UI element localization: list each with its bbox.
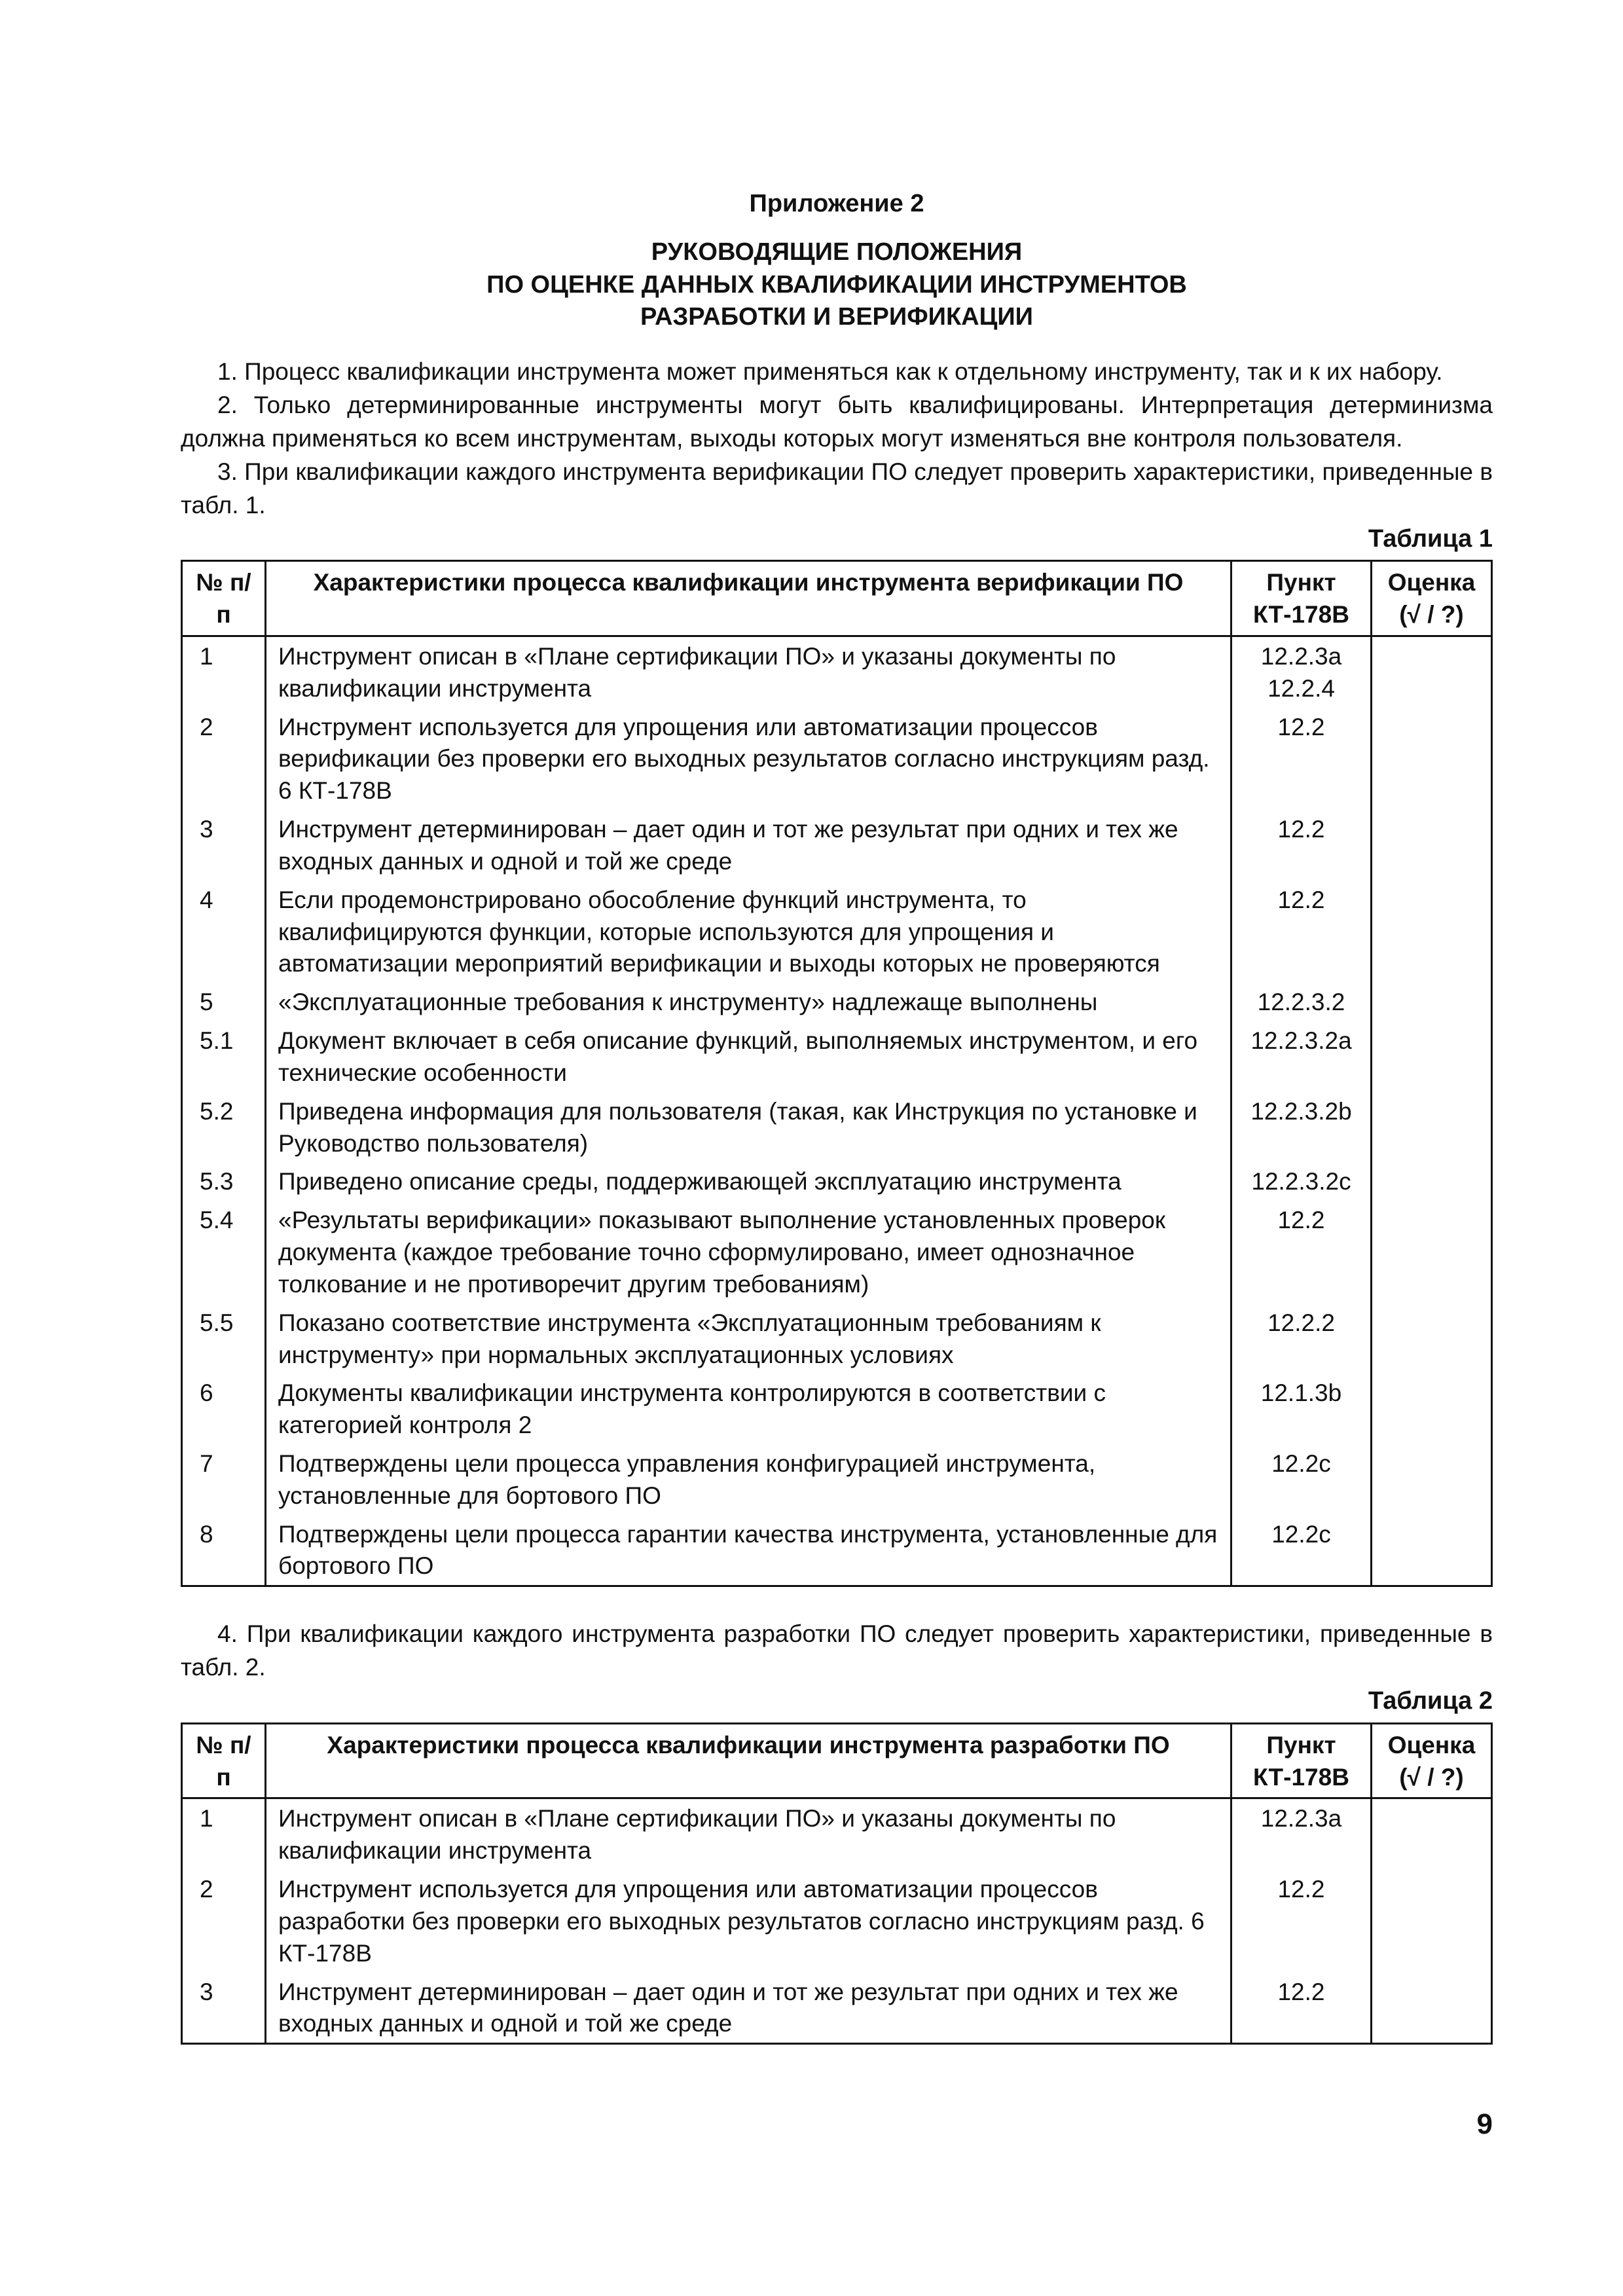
row-number: 3	[182, 1973, 266, 2044]
row-number: 1	[182, 636, 266, 707]
section-heading	[181, 236, 1493, 333]
page-number: 9	[1476, 2108, 1493, 2140]
table-row	[182, 708, 1492, 810]
row-number: 5.1	[182, 1021, 266, 1092]
row-clause: 12.2.3a 12.2.4	[1231, 636, 1372, 707]
row-characteristic: Документ включает в себя описание функций, выполняемых инструментом, и его технические особенности	[266, 1021, 1231, 1092]
row-assessment-cell	[1372, 1374, 1492, 1444]
row-clause: 12.2	[1231, 1870, 1372, 1972]
paragraph-2: 2. Только детерминированные инструменты могут быть квалифицированы. Интерпретация детерминизма должна применяться ко всем инструментам, выходы которых могут изменяться вне контроля пользователя.	[181, 391, 1493, 452]
table-row	[182, 1303, 1492, 1374]
row-assessment-cell	[1372, 1092, 1492, 1163]
appendix-title: Приложение 2	[749, 190, 924, 217]
table-row	[182, 1201, 1492, 1303]
row-characteristic: Если продемонстрировано обособление функций инструмента, то квалифицируются функции, которые используются для упрощения и автоматизации мероприятий верификации и выходы которых не проверяются	[266, 881, 1231, 983]
row-assessment-cell	[1372, 636, 1492, 707]
table-row	[182, 1515, 1492, 1586]
row-number: 5.3	[182, 1162, 266, 1201]
table-row	[182, 1444, 1492, 1515]
row-characteristic: Приведено описание среды, поддерживающей эксплуатацию инструмента	[266, 1162, 1231, 1201]
row-characteristic: Подтверждены цели процесса управления конфигурацией инструмента, установленные для бортового ПО	[266, 1444, 1231, 1515]
row-clause: 12.2c	[1231, 1444, 1372, 1515]
document-page	[181, 187, 1493, 2045]
paragraph-1: 1. Процесс квалификации инструмента может применяться как к отдельному инструменту, так и к их набору.	[217, 357, 1443, 385]
row-characteristic: Инструмент используется для упрощения или автоматизации процессов верификации без проверки его выходных результатов согласно инструкциям разд. 6 КТ-178В	[266, 708, 1231, 810]
row-number: 4	[182, 881, 266, 983]
row-characteristic: Инструмент описан в «Плане сертификации ПО» и указаны документы по квалификации инструмента	[266, 1798, 1231, 1870]
paragraph-4: 4. При квалификации каждого инструмента разработки ПО следует проверить характеристики, приведенные в табл. 2.	[181, 1620, 1493, 1681]
header-assessment: Оценка (√ / ?)	[1372, 1723, 1492, 1798]
row-number: 2	[182, 1870, 266, 1972]
row-number: 1	[182, 1798, 266, 1870]
row-assessment-cell	[1372, 1021, 1492, 1092]
row-assessment-cell	[1372, 983, 1492, 1021]
row-assessment-cell	[1372, 708, 1492, 810]
table-1-caption: Таблица 1	[1368, 524, 1493, 553]
table-2	[181, 1722, 1493, 2045]
header-characteristic: Характеристики процесса квалификации инструмента разработки ПО	[266, 1723, 1231, 1798]
row-assessment-cell	[1372, 1515, 1492, 1586]
row-characteristic: Инструмент детерминирован – дает один и тот же результат при одних и тех же входных данных и одной и той же среде	[266, 810, 1231, 881]
table-2-caption: Таблица 2	[1368, 1687, 1493, 1715]
row-assessment-cell	[1372, 1973, 1492, 2044]
table-row	[182, 1092, 1492, 1163]
table-header-row	[182, 561, 1492, 636]
row-clause: 12.2.3a	[1231, 1798, 1372, 1870]
table-row	[182, 810, 1492, 881]
header-num: № п/п	[182, 561, 266, 636]
header-characteristic: Характеристики процесса квалификации инструмента верификации ПО	[266, 561, 1231, 636]
header-num: № п/п	[182, 1723, 266, 1798]
table-row	[182, 1374, 1492, 1444]
row-characteristic: Документы квалификации инструмента контролируются в соответствии с категорией контроля 2	[266, 1374, 1231, 1444]
row-characteristic: Подтверждены цели процесса гарантии качества инструмента, установленные для бортового ПО	[266, 1515, 1231, 1586]
row-clause: 12.2	[1231, 1973, 1372, 2044]
row-characteristic: Показано соответствие инструмента «Эксплуатационным требованиям к инструменту» при нормальных эксплуатационных условиях	[266, 1303, 1231, 1374]
table-row	[182, 1973, 1492, 2044]
header-clause: Пункт КТ-178В	[1231, 1723, 1372, 1798]
row-characteristic: Инструмент используется для упрощения или автоматизации процессов разработки без проверки его выходных результатов согласно инструкциям разд. 6 КТ-178В	[266, 1870, 1231, 1972]
row-clause: 12.2.3.2c	[1231, 1162, 1372, 1201]
table-row	[182, 1798, 1492, 1870]
row-characteristic: Инструмент описан в «Плане сертификации ПО» и указаны документы по квалификации инструмента	[266, 636, 1231, 707]
row-assessment-cell	[1372, 1162, 1492, 1201]
header-clause: Пункт КТ-178В	[1231, 561, 1372, 636]
row-assessment-cell	[1372, 881, 1492, 983]
row-number: 5.4	[182, 1201, 266, 1303]
row-clause: 12.1.3b	[1231, 1374, 1372, 1444]
header-assessment: Оценка (√ / ?)	[1372, 561, 1492, 636]
row-number: 8	[182, 1515, 266, 1586]
paragraph-3: 3. При квалификации каждого инструмента верификации ПО следует проверить характеристики, приведенные в табл. 1.	[181, 458, 1493, 519]
row-number: 5	[182, 983, 266, 1021]
row-assessment-cell	[1372, 1870, 1492, 1972]
row-clause: 12.2.3.2a	[1231, 1021, 1372, 1092]
table-row	[182, 1021, 1492, 1092]
row-characteristic: Инструмент детерминирован – дает один и тот же результат при одних и тех же входных данных и одной и той же среде	[266, 1973, 1231, 2044]
row-clause: 12.2	[1231, 810, 1372, 881]
table-row	[182, 1870, 1492, 1972]
row-characteristic: Приведена информация для пользователя (такая, как Инструкция по установке и Руководство пользователя)	[266, 1092, 1231, 1163]
row-number: 3	[182, 810, 266, 881]
row-assessment-cell	[1372, 1201, 1492, 1303]
heading-line: ПО ОЦЕНКЕ ДАННЫХ КВАЛИФИКАЦИИ ИНСТРУМЕНТОВ	[486, 270, 1187, 299]
row-characteristic: «Эксплуатационные требования к инструменту» надлежаще выполнены	[266, 983, 1231, 1021]
table-row	[182, 983, 1492, 1021]
row-assessment-cell	[1372, 1303, 1492, 1374]
row-number: 2	[182, 708, 266, 810]
table-row	[182, 881, 1492, 983]
row-number: 5.2	[182, 1092, 266, 1163]
heading-line: РУКОВОДЯЩИЕ ПОЛОЖЕНИЯ	[651, 238, 1023, 266]
table-header-row	[182, 1723, 1492, 1798]
row-assessment-cell	[1372, 1798, 1492, 1870]
row-number: 7	[182, 1444, 266, 1515]
table-row	[182, 636, 1492, 707]
row-clause: 12.2c	[1231, 1515, 1372, 1586]
row-clause: 12.2.3.2b	[1231, 1092, 1372, 1163]
row-clause: 12.2	[1231, 708, 1372, 810]
row-number: 5.5	[182, 1303, 266, 1374]
row-clause: 12.2.2	[1231, 1303, 1372, 1374]
row-clause: 12.2.3.2	[1231, 983, 1372, 1021]
row-assessment-cell	[1372, 810, 1492, 881]
row-assessment-cell	[1372, 1444, 1492, 1515]
row-characteristic: «Результаты верификации» показывают выполнение установленных проверок документа (каждое требование точно сформулировано, имеет однозначное толкование и не противоречит другим требованиям)	[266, 1201, 1231, 1303]
row-clause: 12.2	[1231, 1201, 1372, 1303]
heading-line: РАЗРАБОТКИ И ВЕРИФИКАЦИИ	[640, 303, 1033, 331]
row-number: 6	[182, 1374, 266, 1444]
row-clause: 12.2	[1231, 881, 1372, 983]
table-1	[181, 560, 1493, 1587]
table-row	[182, 1162, 1492, 1201]
